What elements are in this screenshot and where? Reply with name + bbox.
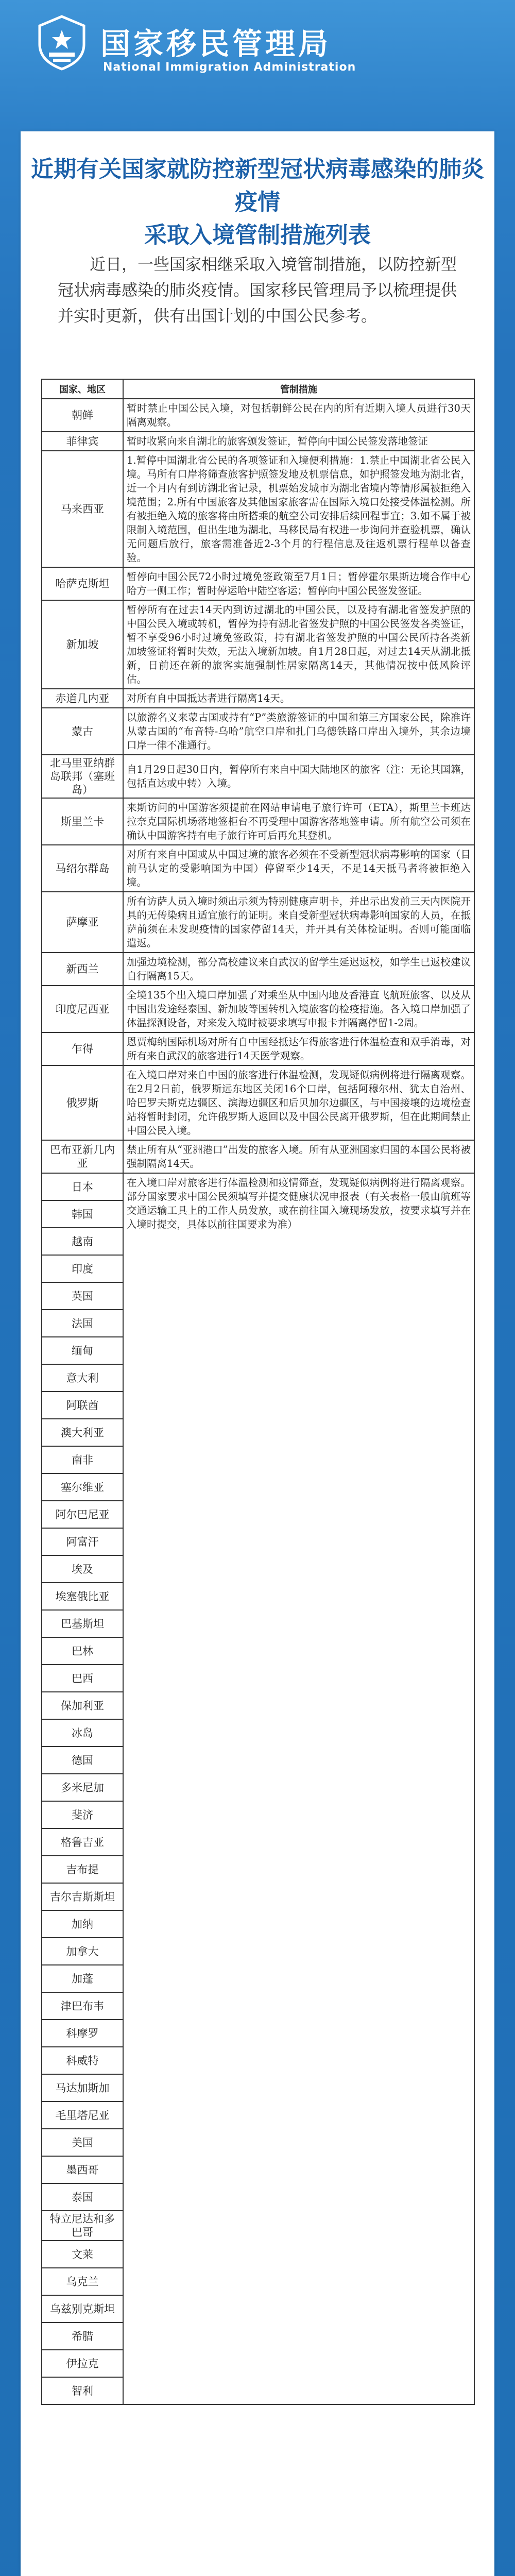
police-emblem-icon [33,14,90,71]
country-cell: 埃及 [42,1555,123,1583]
country-cell: 缅甸 [42,1337,123,1364]
country-cell: 冰岛 [42,1719,123,1747]
country-cell: 南非 [42,1446,123,1473]
measure-cell: 自1月29日起30日内，暂停所有来自中国大陆地区的旅客（注：无论其国籍，包括直达或中转）入境。 [123,755,474,798]
country-cell: 阿尔巴尼亚 [42,1501,123,1528]
country-cell: 泰国 [42,2183,123,2211]
measure-cell: 对所有自中国抵达者进行隔离14天。 [123,689,474,708]
measure-cell: 对所有来自中国或从中国过境的旅客必须在不受新型冠状病毒影响的国家（目前马认定的受影响国为中国）停留至少14天，不足14天抵马者将被拒绝入境。 [123,845,474,892]
country-cell: 北马里亚纳群岛联邦（塞班岛） [42,755,123,798]
table-row [42,892,474,953]
country-cell: 毛里塔尼亚 [42,2102,123,2129]
table-row [42,845,474,892]
country-cell: 印度尼西亚 [42,986,123,1032]
measure-cell: 暂时禁止中国公民入境，对包括朝鲜公民在内的所有近期入境人员进行30天隔离观察。 [123,399,474,432]
table-row [42,432,474,451]
table-header-row [42,379,474,399]
header-country: 国家、地区 [42,379,123,399]
org-name-cn: 国家移民管理局 [100,26,332,61]
table-row [42,953,474,986]
country-cell: 萨摩亚 [42,892,123,953]
country-cell: 埃塞俄比亚 [42,1583,123,1610]
country-cell: 英国 [42,1282,123,1310]
country-cell: 多米尼加 [42,1774,123,1801]
intro-paragraph: 近日，一些国家相继采取入境管制措施，以防控新型冠状病毒感染的肺炎疫情。国家移民管理局予以梳理提供并实时更新，供有出国计划的中国公民参考。 [58,256,457,326]
table-row [42,399,474,432]
measures-table [41,379,475,2405]
content-card [21,131,494,2576]
country-cell: 特立尼达和多巴哥 [42,2211,123,2241]
country-cell: 乌兹别克斯坦 [42,2295,123,2323]
country-cell: 科摩罗 [42,2020,123,2047]
country-cell: 保加利亚 [42,1692,123,1719]
measure-cell: 全境135个出入境口岸加强了对乘坐从中国内地及香港直飞航班旅客、以及从中国出发途经泰国、新加坡等国转机入境旅客的检疫措施。各入境口岸加强了体温探测设备，对来发入境时被要求填写申报卡并隔离停留1-2周。 [123,986,474,1032]
country-cell: 菲律宾 [42,432,123,451]
table-row [42,708,474,755]
country-cell: 格鲁吉亚 [42,1828,123,1856]
measure-cell: 以旅游名义来蒙古国或持有“P”类旅游签证的中国和第三方国家公民，除准许从蒙古国的“布音特-乌哈”航空口岸和扎门乌德铁路口岸出入境外，其余边境口岸一律不准通行。 [123,708,474,755]
country-cell: 智利 [42,2377,123,2404]
table-row [42,1032,474,1065]
measure-cell: 暂停向中国公民72小时过境免签政策至7月1日；暂停霍尔果斯边境合作中心哈方一侧工作；暂时停运哈中陆空客运；暂停向中国公民签发签证。 [123,567,474,600]
country-cell: 巴林 [42,1637,123,1665]
country-cell: 蒙古 [42,708,123,755]
country-cell: 赤道几内亚 [42,689,123,708]
country-cell: 伊拉克 [42,2350,123,2377]
country-cell: 津巴布韦 [42,1992,123,2020]
country-cell: 乍得 [42,1032,123,1065]
country-cell: 意大利 [42,1364,123,1392]
measure-cell: 来斯访问的中国游客须提前在网站申请电子旅行许可（ETA），斯里兰卡班达拉奈克国际机场落地签柜台不再受理中国游客落地签申请。所有航空公司须在确认中国游客持有电子旅行许可后再允其登机。 [123,798,474,845]
page-title [21,153,494,252]
country-cell: 马绍尔群岛 [42,845,123,892]
country-cell: 巴基斯坦 [42,1610,123,1637]
table-row [42,567,474,600]
measure-cell: 所有访萨人员入境时须出示须为特别健康声明卡，并出示出发前三天内医院开具的无传染病且适宜旅行的证明。来自受新型冠状病毒影响国家的人员，在抵萨前须在未发现疫情的国家停留14天，并开具有关体检证明。否则可能面临遣返。 [123,892,474,953]
measure-cell: 在入境口岸对旅客进行体温检测和疫情筛查，发现疑似病例将进行隔离观察。部分国家要求中国公民须填写并提交健康状况申报表（有关表格一般由航班等交通运输工具上的工作人员发放，或在前往国入境现场发放，按要求填写并在入境时提交，具体以前往国要求为准） [123,1173,474,2404]
country-cell: 马来西亚 [42,451,123,567]
measure-cell: 1.暂停中国湖北省公民的各项签证和入境便利措施：1.禁止中国湖北省公民入境。马所有口岸将筛查旅客护照签发地及机票信息，如护照签发地为湖北省，近一个月内有到访湖北省记录，机票始发城市为湖北省境内等情形属被拒绝入境范围；2.所有中国旅客及其他国家旅客需在国际入境口处接受体温检测。所有被拒绝入境的旅客将由所搭乘的航空公司安排后续回程事宜；3.如不属于被限制入境范围，但出生地为湖北，马移民局有权进一步询问并查验机票，确认无问题后放行，旅客需准备近2-3个月的行程信息及往返机票行程单以备查验。 [123,451,474,567]
table-body [42,399,474,2404]
measure-cell: 在入境口岸对来自中国的旅客进行体温检测，发现疑似病例将进行隔离观察。在2月2日前，俄罗斯远东地区关闭16个口岸，包括阿穆尔州、犹太自治州、哈巴罗夫斯克边疆区、滨海边疆区和后贝加尔边疆区，与中国接壤的边境检查站将暂时封闭，允许俄罗斯人返回以及中国公民离开俄罗斯，但在此期间禁止中国公民入境。 [123,1065,474,1140]
country-cell: 加蓬 [42,1965,123,1992]
country-cell: 俄罗斯 [42,1065,123,1140]
table-row [42,1140,474,1173]
country-cell: 阿联酋 [42,1392,123,1419]
table-row [42,600,474,689]
country-cell: 马达加斯加 [42,2074,123,2102]
table-row [42,451,474,567]
org-name-en: National Immigration Administration [103,61,356,74]
country-cell: 文莱 [42,2241,123,2268]
title-line-1: 近期有关国家就防控新型冠状病毒感染的肺炎疫情 [31,156,484,215]
country-cell: 墨西哥 [42,2156,123,2183]
header-measure: 管制措施 [123,379,474,399]
table-row [42,798,474,845]
country-cell: 科威特 [42,2047,123,2074]
title-line-2: 采取入境管制措施列表 [144,222,371,248]
country-cell: 朝鲜 [42,399,123,432]
country-cell: 哈萨克斯坦 [42,567,123,600]
country-cell: 美国 [42,2129,123,2156]
country-cell: 越南 [42,1228,123,1255]
country-cell: 澳大利亚 [42,1419,123,1446]
country-cell: 新西兰 [42,953,123,986]
country-cell: 斐济 [42,1801,123,1828]
country-cell: 乌克兰 [42,2268,123,2295]
country-cell: 加纳 [42,1910,123,1938]
country-cell: 斯里兰卡 [42,798,123,845]
table-row [42,755,474,798]
table-row [42,1065,474,1140]
measure-cell: 加强边境检测，部分高校建议来自武汉的留学生延迟返校，如学生已返校建议自行隔离15天。 [123,953,474,986]
country-cell: 巴布亚新几内亚 [42,1140,123,1173]
table-row [42,1173,474,1200]
table-row [42,986,474,1032]
country-cell: 韩国 [42,1200,123,1228]
measure-cell: 暂停所有在过去14天内到访过湖北的中国公民，以及持有湖北省签发护照的中国公民入境或转机，暂停为持有湖北省签发护照的中国公民签发各类签证，暂不享受96小时过境免签政策，持有湖北省签发护照的中国公民所持各类新加坡签证将暂时失效，无法入境新加坡。自1月28日起，对过去14天从湖北抵新，日前还在新的旅客实施强制性居家隔离14天，其他情况按中低风险评估。 [123,600,474,689]
country-cell: 吉尔吉斯斯坦 [42,1883,123,1910]
country-cell: 德国 [42,1747,123,1774]
measure-cell: 禁止所有从“亚洲港口”出发的旅客入境。所有从亚洲国家归国的本国公民将被强制隔离14天。 [123,1140,474,1173]
country-cell: 印度 [42,1255,123,1282]
country-cell: 加拿大 [42,1938,123,1965]
measure-cell: 恩贾梅纳国际机场对所有自中国经抵达乍得旅客进行体温检查和双手消毒，对所有来自武汉的旅客进行14天医学观察。 [123,1032,474,1065]
measure-cell: 暂时收紧向来自湖北的旅客颁发签证，暂停向中国公民签发落地签证 [123,432,474,451]
country-cell: 巴西 [42,1665,123,1692]
country-cell: 塞尔维亚 [42,1473,123,1501]
table-row [42,689,474,708]
country-cell: 吉布提 [42,1856,123,1883]
country-cell: 希腊 [42,2323,123,2350]
country-cell: 阿富汗 [42,1528,123,1555]
country-cell: 日本 [42,1173,123,1200]
country-cell: 新加坡 [42,600,123,689]
header-banner [0,0,515,113]
country-cell: 法国 [42,1310,123,1337]
